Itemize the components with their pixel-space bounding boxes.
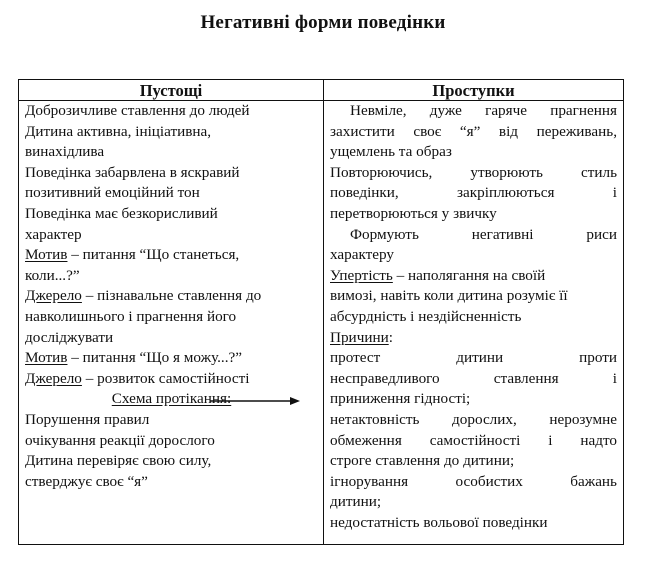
text-line: винахідлива (25, 143, 105, 161)
column-header-mischief: Пустощі (139, 81, 203, 100)
document-title: Негативні форми поведінки (200, 12, 446, 33)
text-line: позитивний емоційний тон (25, 184, 200, 202)
text-line: вимозі, навіть коли дитина розуміє її (330, 287, 568, 305)
source-label: Джерело (25, 287, 82, 305)
text-line: перетворюються у звичку (330, 204, 497, 222)
cause-line: протест дитини проти (330, 349, 617, 367)
cause-line: несправедливого ставлення і (330, 369, 617, 387)
text-line: Дитина активна, ініціативна, (25, 122, 212, 140)
cause-line: недостатність вольової поведінки (330, 513, 548, 531)
stubborn-label: Упертість (330, 266, 393, 284)
causes-heading: Причини: (330, 328, 393, 346)
comparison-table (18, 79, 624, 545)
text-line: Дитина перевіряє свою силу, (25, 452, 212, 470)
source-line: Джерело – пізнавальне ставлення до (25, 287, 262, 305)
cause-line: приниження гідності; (330, 390, 471, 408)
source-line: Джерело – розвиток самостійності (25, 369, 250, 387)
text-line: Поведінка має безкорисливий (25, 204, 218, 222)
text-line: досліджувати (25, 328, 114, 346)
motive-line: Мотив – питання “Що я можу...?” (25, 349, 243, 367)
cause-line: обмеження самостійності і надто (330, 431, 617, 449)
text-line: навколишнього і прагнення його (25, 307, 237, 325)
text-line: характеру (330, 246, 395, 264)
scheme-arrow-icon (210, 395, 300, 407)
cause-line: дитини; (330, 493, 382, 511)
motive-line: Мотив – питання “Що станеться, (25, 246, 240, 264)
text-line: очікування реакції дорослого (25, 431, 215, 449)
text-line: Доброзичливе ставлення до людей (25, 102, 250, 119)
text-line: захистити своє “я” від переживань, (330, 122, 617, 140)
cause-line: нетактовність дорослих, нерозумне (330, 410, 617, 428)
mischief-column (25, 101, 318, 492)
text-line: Невміле, дуже гаряче прагнення (350, 102, 617, 119)
text-line: характер (25, 225, 82, 243)
cause-line: ігнорування особистих бажань (330, 472, 617, 490)
text-line: Поведінка забарвлена в яскравий (25, 163, 240, 181)
text-line: Формують негативні риси (350, 225, 617, 243)
scheme-heading: Схема протікання: (111, 390, 232, 408)
text-line: коли...?” (25, 266, 80, 284)
motive-label: Мотив (25, 349, 68, 367)
text-line: абсурдність і нездійсненність (330, 307, 522, 325)
cause-line: строге ставлення до дитини; (330, 452, 515, 470)
misdeeds-column (330, 101, 617, 533)
text-line: стверджує своє “я” (25, 472, 148, 490)
motive-label: Мотив (25, 246, 68, 264)
column-header-misdeeds: Проступки (432, 81, 515, 100)
text-line: поведінки, закріплюються і (330, 184, 617, 202)
text-line: ущемлень та образ (330, 143, 452, 161)
stubborn-line: Упертість – наполягання на своїй (330, 266, 546, 284)
source-label: Джерело (25, 369, 82, 387)
text-line: Повторюючись, утворюють стиль (330, 163, 617, 181)
text-line: Порушення правил (25, 410, 150, 428)
column-divider (323, 80, 324, 544)
